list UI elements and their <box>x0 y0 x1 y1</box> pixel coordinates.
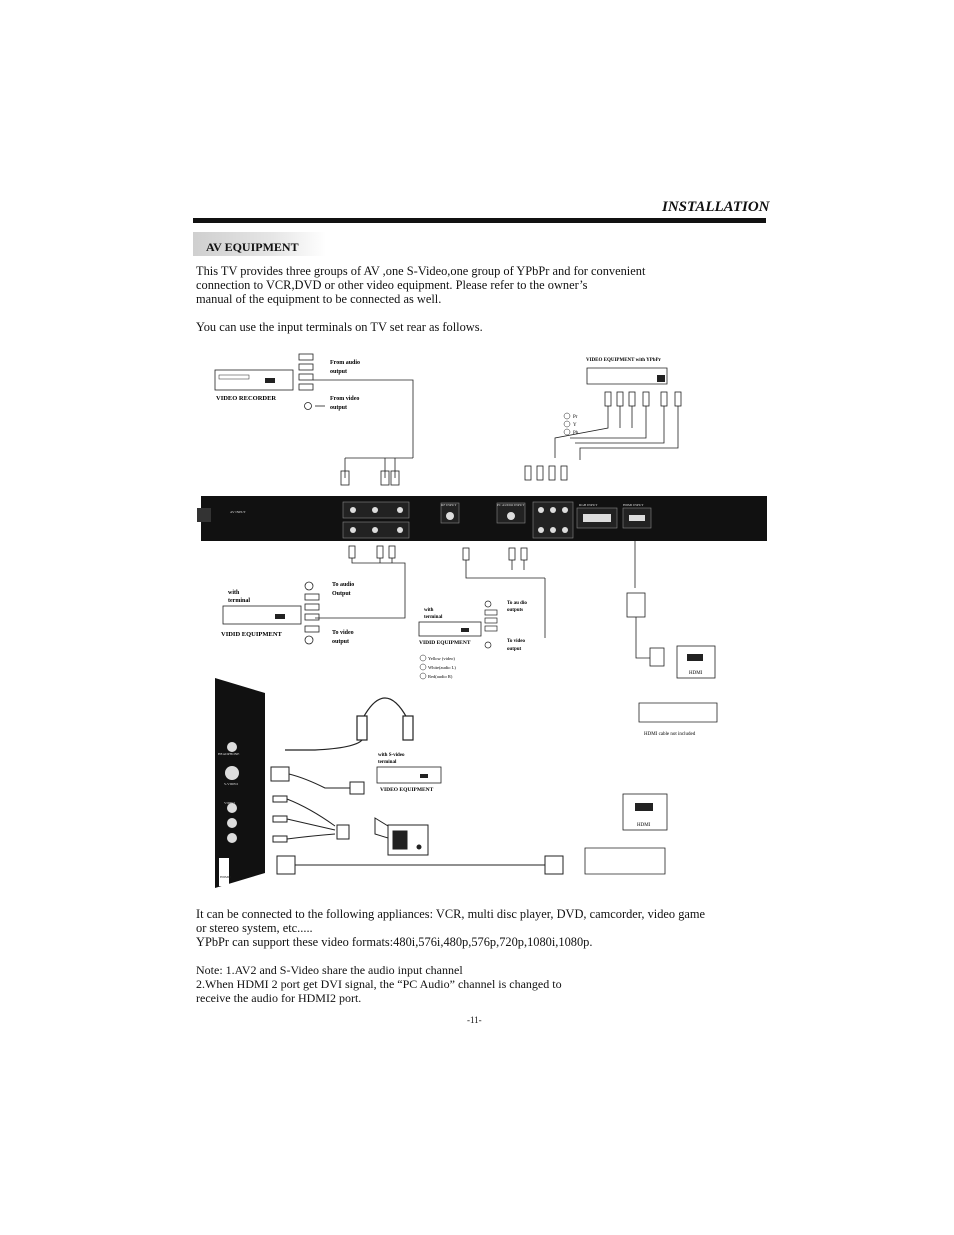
tv-side-panel <box>215 678 265 888</box>
ypbpr-device <box>587 368 667 384</box>
notes-paragraph <box>196 963 716 1005</box>
av-cables <box>341 458 413 485</box>
svideo-label: S-VIDEO <box>224 782 238 786</box>
page-number: -11- <box>467 1015 482 1025</box>
appliances-line: or stereo system, etc..... <box>196 921 313 935</box>
hdmi-cable-note: HDMI cable not included <box>644 732 696 737</box>
y-label: Y <box>573 423 577 428</box>
rf-input-label: RF INPUT <box>441 503 457 507</box>
ypbpr-cables <box>525 392 681 480</box>
video-recorder-label: VIDEO RECORDER <box>216 395 277 402</box>
vga-port-label: RGB INPUT <box>579 503 598 507</box>
camcorder-icon <box>375 818 428 855</box>
to-audio-mid: To au dio <box>507 601 527 606</box>
hdmi2-side-label: HDMI2 <box>220 875 232 879</box>
svideo-terminal-label: with S-video <box>378 753 405 758</box>
vidid-mid-label: VIDID EQUIPMENT <box>419 640 471 646</box>
legend-white: White(audio L) <box>428 665 456 670</box>
pr-label: Pr <box>573 415 578 420</box>
to-video-mid-2: output <box>507 647 522 652</box>
vidid-left-device <box>223 606 301 624</box>
intro-line: connection to VCR,DVD or other video equipment. Please refer to the owner’s <box>196 278 588 292</box>
title-rule <box>193 218 766 223</box>
note-line: 2.When HDMI 2 port get DVI signal, the “PC Audio” channel is changed to <box>196 977 562 991</box>
note-line: Note: 1.AV2 and S-Video share the audio input channel <box>196 963 463 977</box>
vidid-mid-device <box>419 622 481 636</box>
intro-line: This TV provides three groups of AV ,one S-Video,one group of YPbPr and for convenient <box>196 264 646 278</box>
lower-av-cables <box>315 541 650 658</box>
hdmi-label-2: HDMI <box>637 823 651 828</box>
to-video-left: To video <box>332 630 354 636</box>
svideo-terminal-label-2: terminal <box>378 760 397 765</box>
hdmi-box-1 <box>639 646 717 737</box>
svideo-device <box>377 767 441 783</box>
appliances-line: It can be connected to the following appliances: VCR, multi disc player, DVD, camcorder, video game <box>196 907 706 921</box>
color-legend <box>420 655 456 679</box>
with-terminal-left-2: terminal <box>228 598 250 604</box>
vidid-left-label: VIDID EQUIPMENT <box>221 631 282 638</box>
recorder-plugs <box>299 354 413 458</box>
headphone-label: HEADPHONE <box>218 752 240 756</box>
panel-label-1: AV INPUT <box>230 510 246 514</box>
appliances-line: YPbPr can support these video formats:480i,576i,480p,576p,720p,1080i,1080p. <box>196 935 593 949</box>
connection-diagram <box>195 348 770 898</box>
hdmi-box-2 <box>585 794 667 874</box>
ypbpr-legend <box>564 413 579 436</box>
to-audio-left-2: Output <box>332 591 351 597</box>
hdmi-label-1: HDMI <box>689 671 703 676</box>
headphones-icon <box>285 698 413 750</box>
video-label: VIDEO <box>224 801 235 805</box>
with-terminal-mid: with <box>424 608 434 613</box>
to-video-left-2: output <box>332 639 350 645</box>
video-recorder-device <box>215 370 293 402</box>
av-equipment-heading: AV EQUIPMENT <box>206 240 299 254</box>
to-video-mid: To video <box>507 639 526 644</box>
with-terminal-left: with <box>228 590 240 596</box>
legend-yellow: Yellow (video) <box>428 656 455 661</box>
ypbpr-equipment-label: VIDEO EQUIPMENT with YPbPr <box>586 358 661 363</box>
legend-red: Red(audio R) <box>428 674 453 679</box>
from-video-label-2: output <box>330 405 348 411</box>
to-audio-mid-2: outputs <box>507 608 524 613</box>
from-video-label: From video <box>330 396 360 402</box>
pb-label: Pb <box>573 431 579 436</box>
intro-line: manual of the equipment to be connected as well. <box>196 292 442 306</box>
appliances-paragraph <box>196 907 756 949</box>
pc-audio-label: PC AUDIO INPUT <box>497 503 525 507</box>
with-terminal-mid-2: terminal <box>424 615 443 620</box>
from-audio-label-2: output <box>330 369 348 375</box>
rear-terminals-text: You can use the input terminals on TV set rear as follows. <box>196 320 483 334</box>
tv-back-panel <box>197 496 767 541</box>
section-title: INSTALLATION <box>662 199 770 215</box>
from-audio-label: From audio <box>330 360 361 366</box>
note-line: receive the audio for HDMI2 port. <box>196 991 362 1005</box>
video-equipment-label: VIDEO EQUIPMENT <box>380 787 434 793</box>
intro-paragraph <box>196 264 696 306</box>
hdmi-port-label: HDMI INPUT <box>623 503 644 507</box>
to-audio-left: To audio <box>332 582 355 588</box>
